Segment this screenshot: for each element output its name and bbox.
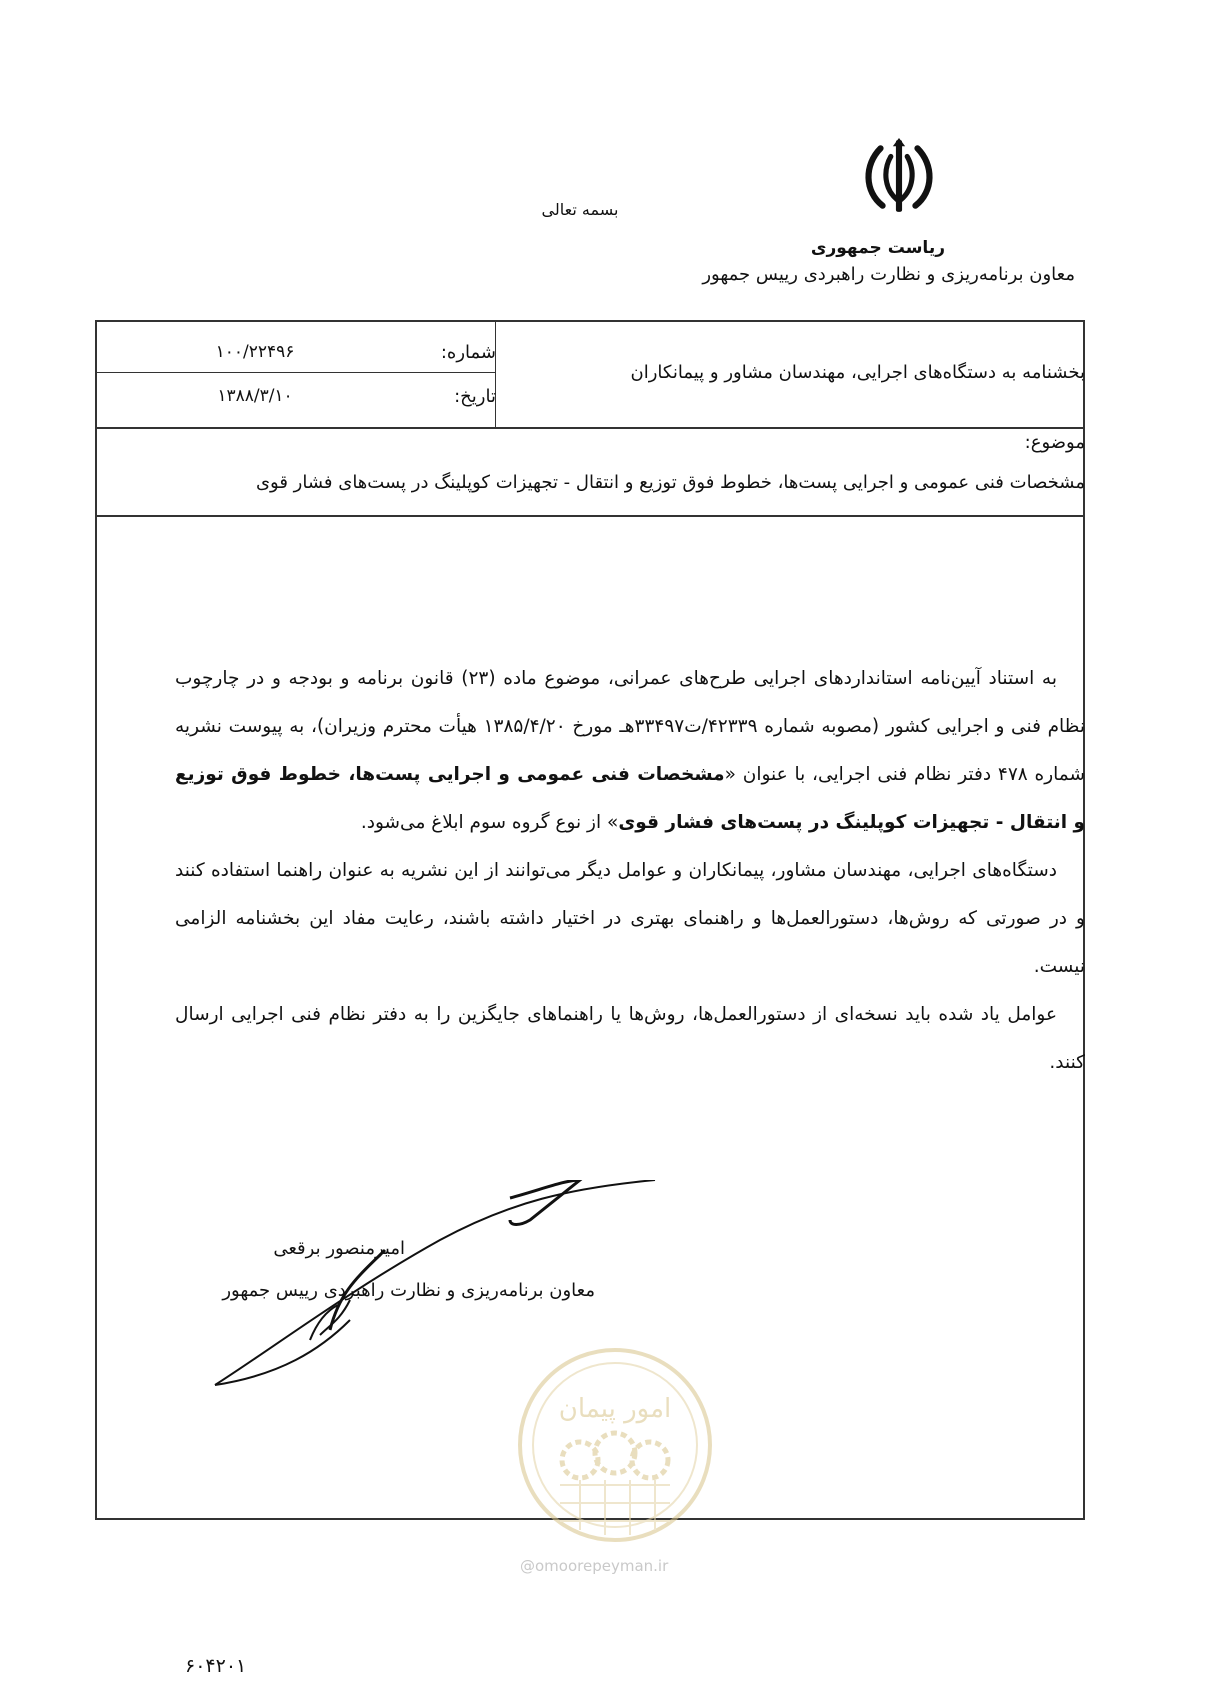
subject-text: مشخصات فنی عمومی و اجرایی پست‌ها، خطوط فوق توزیع و انتقال - تجهیزات کوپلینگ در پست‌های فشار قوی [255,472,1085,493]
body-paragraph-1: به استناد آیین‌نامه استانداردهای اجرایی طرح‌های عمرانی، موضوع ماده (۲۳) قانون برنامه و بودجه و در چارچوب نظام فنی و اجرایی کشور (مصوبه شماره ۴۲۳۳۹/ت۳۳۴۹۷هـ مورخ ۱۳۸۵/۴/۲۰ هیأت محترم وزیران)، به پیوست نشریه شماره ۴۷۸ دفتر نظام فنی اجرایی، با عنوان «مشخصات فنی عمومی و اجرایی پست‌ها، خطوط فوق توزیع و انتقال - تجهیزات کوپلینگ در پست‌های فشار قوی» از نوع گروه سوم ابلاغ می‌شود. [175,668,1085,833]
letter-body [175,655,1085,1087]
subject-label: موضوع: [1024,432,1085,453]
meta-vertical-divider [495,320,496,428]
document-code: ۶۰۴۲۰۱ [185,1655,247,1677]
publication-title: مشخصات فنی عمومی و اجرایی پست‌ها، خطوط فوق توزیع و انتقال - تجهیزات کوپلینگ در پست‌های فشار قوی [175,764,1085,833]
table-top-border [95,320,1085,322]
date-label: تاریخ: [454,386,496,407]
meta-divider [95,372,495,373]
org-subtitle: معاون برنامه‌ریزی و نظارت راهبردی رییس جمهور [702,264,1075,285]
table-subject-border [95,515,1085,517]
date-value: ۱۳۸۸/۳/۱۰ [217,386,293,406]
company-stamp [515,1345,715,1545]
signer-name: امیرمنصور برقعی [273,1238,405,1259]
recipient-line: بخشنامه به دستگاه‌های اجرایی، مهندسان مشاور و پیمانکاران [630,362,1085,383]
table-left-border [95,320,97,1520]
bismillah-text: بسمه تعالی [541,200,619,219]
table-mid-border [95,427,1085,429]
org-name: ریاست جمهوری [810,238,945,258]
svg-text:امور پیمان: امور پیمان [558,1394,672,1424]
body-paragraph-3: عوامل یاد شده باید نسخه‌ای از دستورالعمل‌ها، روش‌ها یا راهنماهای جایگزین را به دفتر نظام فنی اجرایی ارسال کنند. [175,1004,1085,1073]
signer-title: معاون برنامه‌ریزی و نظارت راهبردی رییس جمهور [222,1280,595,1301]
number-label: شماره: [440,342,496,363]
number-value: ۱۰۰/۲۲۴۹۶ [215,342,295,362]
body-paragraph-2: دستگاه‌های اجرایی، مهندسان مشاور، پیمانکاران و عوامل دیگر می‌توانند از این نشریه به عنوان راهنما استفاده کنند و در صورتی که روش‌ها، دستورالعمل‌ها و راهنمای بهتری در اختیار داشته باشند، رعایت مفاد این بخشنامه الزامی نیست. [175,860,1085,977]
watermark-text: @omoorepeyman.ir [520,1557,669,1575]
iran-emblem-icon [858,136,940,218]
